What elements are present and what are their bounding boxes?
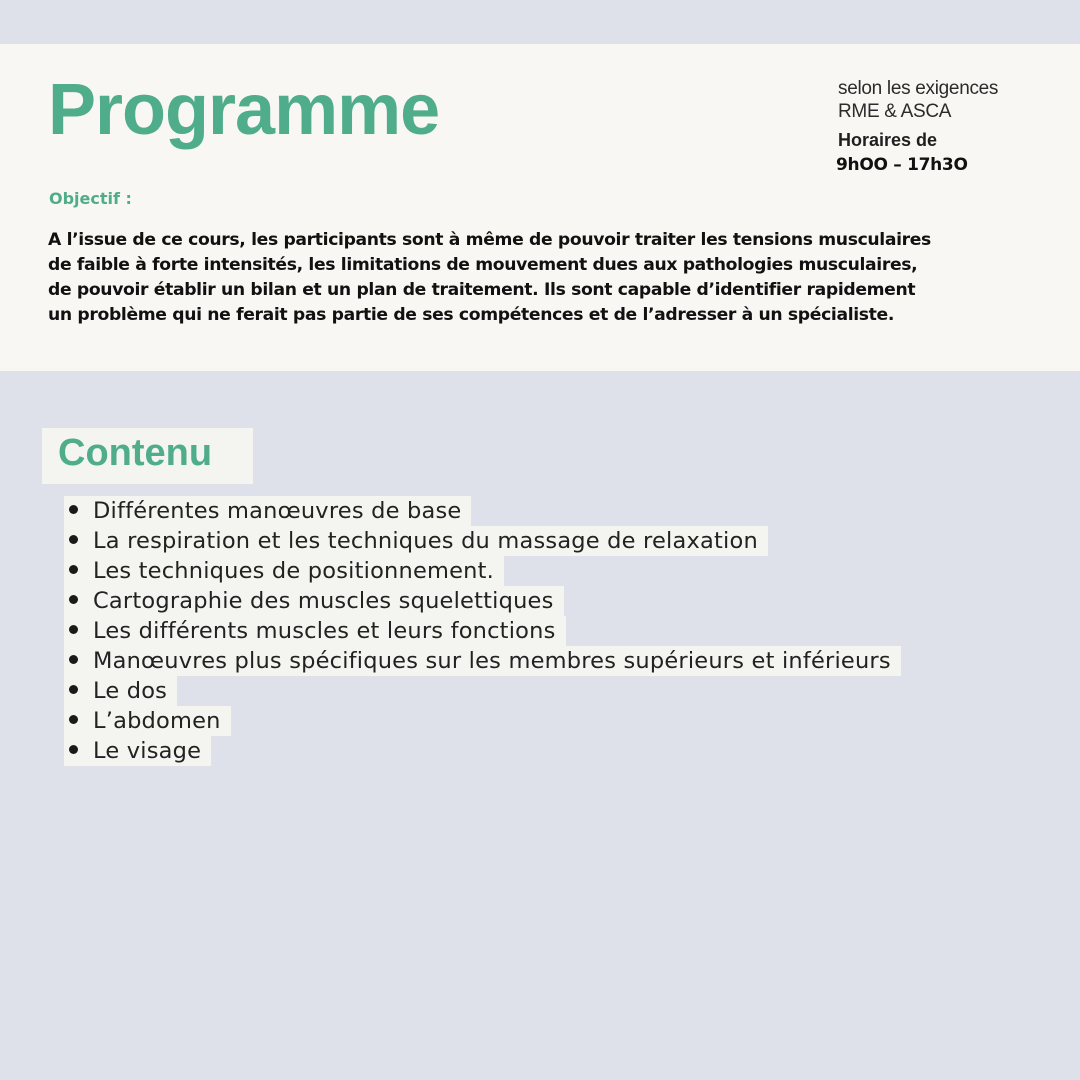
- bullet-icon: [69, 535, 78, 544]
- list-item-text: Les techniques de positionnement.: [93, 558, 495, 584]
- objectif-line: un problème qui ne ferait pas partie de ses compétences et de l’adresser à un spécialiste.: [48, 305, 895, 325]
- objectif-line: A l’issue de ce cours, les participants sont à même de pouvoir traiter les tensions musculaires: [48, 230, 931, 250]
- bullet-icon: [69, 625, 78, 634]
- list-item: [64, 526, 901, 556]
- bullet-icon: [69, 595, 78, 604]
- objectif-label: Objectif :: [49, 189, 132, 208]
- list-item: [64, 646, 901, 676]
- contenu-title: Contenu: [58, 432, 213, 474]
- list-item-text: Le dos: [93, 678, 168, 704]
- list-item-text: Les différents muscles et leurs fonctions: [93, 618, 556, 644]
- requirements-line-2: RME & ASCA: [838, 101, 952, 122]
- requirements-block: [838, 77, 998, 178]
- list-item-text: La respiration et les techniques du massage de relaxation: [93, 528, 758, 554]
- objectif-paragraph: [48, 228, 1008, 328]
- list-item: [64, 556, 901, 586]
- objectif-line: de faible à forte intensités, les limitations de mouvement dues aux pathologies musculaires,: [48, 255, 918, 275]
- list-item-text: L’abdomen: [93, 708, 221, 734]
- list-item: [64, 496, 901, 526]
- hours-value: 9hOO – 17h3O: [836, 155, 968, 175]
- list-item-text: Différentes manœuvres de base: [93, 498, 462, 524]
- list-item: [64, 616, 901, 646]
- list-item-text: Cartographie des muscles squelettiques: [93, 588, 554, 614]
- list-item: [64, 586, 901, 616]
- bullet-icon: [69, 745, 78, 754]
- list-item-text: Le visage: [93, 738, 202, 764]
- contenu-list: [64, 496, 901, 766]
- hours-label: Horaires de: [838, 130, 938, 150]
- bullet-icon: [69, 655, 78, 664]
- list-item: [64, 736, 901, 766]
- objectif-line: de pouvoir établir un bilan et un plan de traitement. Ils sont capable d’identifier rapidement: [48, 280, 916, 300]
- list-item: [64, 676, 901, 706]
- list-item: [64, 706, 901, 736]
- bullet-icon: [69, 685, 78, 694]
- bullet-icon: [69, 715, 78, 724]
- list-item-text: Manœuvres plus spécifiques sur les membres supérieurs et inférieurs: [93, 648, 891, 674]
- bullet-icon: [69, 565, 78, 574]
- page-title: Programme: [48, 70, 440, 150]
- requirements-line-1: selon les exigences: [838, 78, 999, 99]
- bullet-icon: [69, 505, 78, 514]
